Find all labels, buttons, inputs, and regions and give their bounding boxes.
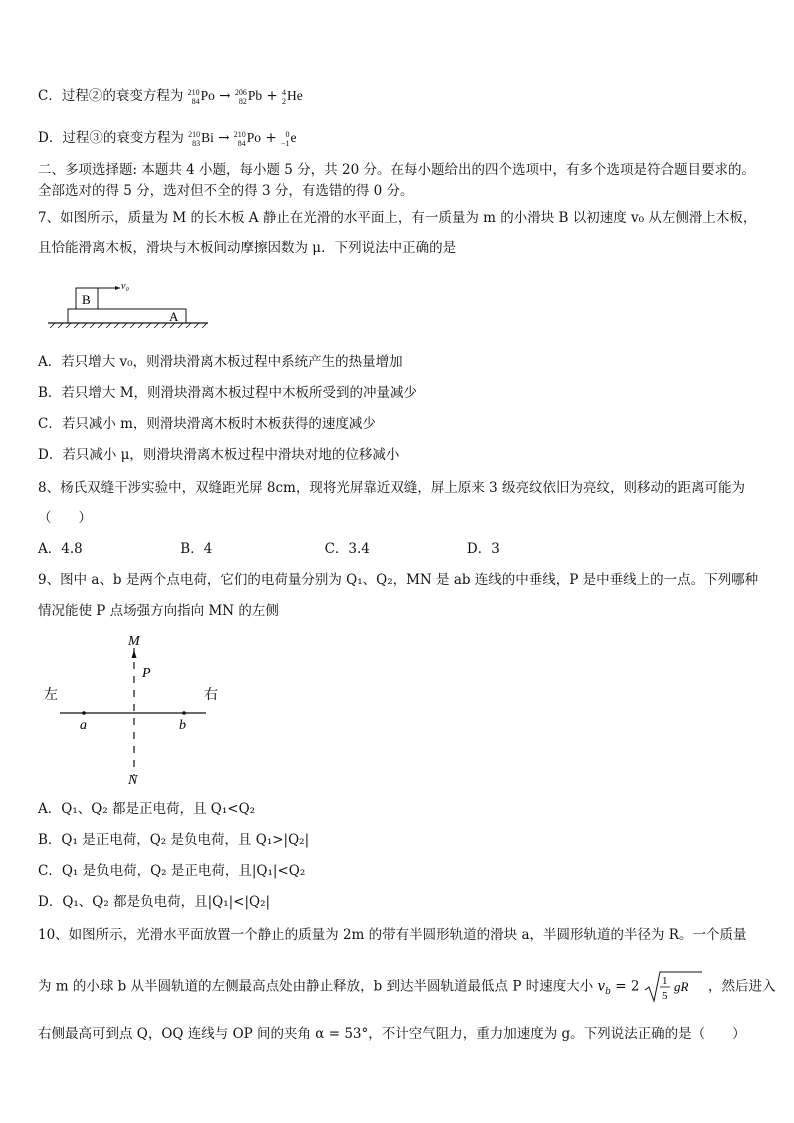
- label-n: N: [128, 773, 138, 788]
- q6-option-d: D．过程③的衰变方程为 210 83 Bi → 210 84 Po + 0 −1 e: [38, 129, 297, 148]
- q9-stem-line2: 情况能使 P 点场强方向指向 MN 的左侧: [38, 603, 279, 619]
- q9-option-c: C．Q₁ 是负电荷，Q₂ 是正电荷，且|Q₁|<Q₂: [38, 863, 306, 879]
- q9-figure: [38, 628, 238, 788]
- q8-options: [38, 539, 500, 559]
- q8-option-c: C．3.4: [324, 541, 370, 557]
- nuclide-e: 0 −1 e: [280, 129, 297, 148]
- q8-stem-line2: （ ）: [38, 510, 92, 526]
- q7-stem-line2: 且恰能滑离木板，滑块与木板间动摩擦因数为 μ．下列说法中正确的是: [38, 240, 457, 256]
- q7-stem-line1: 7、如图所示，质量为 M 的长木板 A 静止在光滑的水平面上，有一质量为 m 的小滑块 B 以初速度 v₀ 从左侧滑上木板，: [38, 210, 757, 226]
- nuclide-po: 210 84 Po: [187, 87, 215, 106]
- q10-stem-line1: 10、如图所示，光滑水平面放置一个静止的质量为 2m 的带有半圆形轨道的滑块 a，半圆形轨道的半径为 R。一个质量: [38, 927, 747, 943]
- q8-option-a: A．4.8: [38, 541, 83, 557]
- q10-stem-line2: 为 m 的小球 b 从半圆轨道的左侧最高点处由静止释放，b 到达半圆轨道最低点 P 时速度大小 $v_b = 2$ 1 5 gR ，然后进入: [38, 970, 776, 1004]
- ground-hatch: [50, 323, 207, 328]
- section2-line2: 全部选对的得 5 分，选对但不全的得 3 分，有选错的得 0 分。: [38, 183, 414, 199]
- q7-option-c: C．若只减小 m，则滑块滑离木板时木板获得的速度减少: [38, 416, 376, 432]
- arrow-icon: →: [219, 88, 231, 104]
- q8-option-b: B．4: [180, 541, 213, 557]
- arrow-icon: [132, 650, 137, 658]
- nuclide-pb: 206 82 Pb: [234, 87, 263, 106]
- label-b: b: [179, 718, 186, 733]
- q6-option-c-prefix: C．过程②的衰变方程为: [38, 88, 184, 104]
- label-m: M: [128, 634, 140, 649]
- label-left: 左: [44, 688, 58, 703]
- label-right: 右: [204, 688, 218, 703]
- q7-option-b: B．若只增大 M，则滑块滑离木板过程中木板所受到的冲量减少: [38, 385, 418, 401]
- nuclide-bi: 210 83 Bi: [188, 129, 214, 148]
- nuclide-he: 4 2 He: [281, 87, 303, 106]
- charge-b: [182, 711, 186, 715]
- charge-a: [82, 711, 86, 715]
- arrow-icon: →: [218, 130, 230, 146]
- q8-option-d: D．3: [466, 541, 500, 557]
- q6-option-d-prefix: D．过程③的衰变方程为: [38, 130, 184, 146]
- svg-text:gR: gR: [673, 979, 689, 994]
- label-p: P: [142, 666, 151, 681]
- q6-option-c: C．过程②的衰变方程为 210 84 Po → 206 82 Pb + 4 2 He: [38, 87, 303, 106]
- q8-stem-line1: 8、杨氏双缝干涉实验中，双缝距光屏 8cm，现将光屏靠近双缝，屏上原来 3 级亮纹依旧为亮纹，则移动的距离可能为: [38, 480, 746, 496]
- board-a-label: A: [169, 309, 179, 324]
- svg-text:5: 5: [661, 990, 668, 1002]
- arrow-icon: [115, 286, 120, 290]
- q7-option-a: A．若只增大 v₀，则滑块滑离木板过程中系统产生的热量增加: [38, 354, 403, 370]
- section2-line1: 二、多项选择题: 本题共 4 小题，每小题 5 分，共 20 分。在每小题给出的四个选项中，有多个选项是符合题目要求的。: [38, 162, 755, 178]
- q9-option-d: D．Q₁、Q₂ 都是负电荷，且|Q₁|<|Q₂|: [38, 894, 271, 910]
- velocity-formula: $v_b = 2$ 1 5 gR: [598, 970, 704, 1004]
- svg-text:1: 1: [661, 975, 668, 987]
- velocity-label: v₀: [121, 281, 129, 292]
- sqrt-symbol: [644, 970, 704, 1004]
- q7-option-d: D．若只减小 μ，则滑块滑离木板过程中滑块对地的位移减小: [38, 447, 400, 463]
- q9-option-a: A．Q₁、Q₂ 都是正电荷，且 Q₁<Q₂: [38, 801, 256, 817]
- q9-option-b: B．Q₁ 是正电荷，Q₂ 是负电荷，且 Q₁>|Q₂|: [38, 832, 310, 848]
- q10-stem-line3: 右侧最高可到点 Q，OQ 连线与 OP 间的夹角 α = 53°，不计空气阻力，重力加速度为 g。下列说法正确的是（ ）: [38, 1026, 746, 1042]
- nuclide-po2: 210 84 Po: [233, 129, 262, 148]
- block-b-label: B: [82, 292, 91, 307]
- q9-stem-line1: 9、图中 a、b 是两个点电荷，它们的电荷量分别为 Q₁、Q₂，MN 是 ab 连线的中垂线，P 是中垂线上的一点。下列哪种: [38, 572, 759, 588]
- label-a: a: [80, 718, 87, 733]
- q7-figure: [44, 278, 214, 330]
